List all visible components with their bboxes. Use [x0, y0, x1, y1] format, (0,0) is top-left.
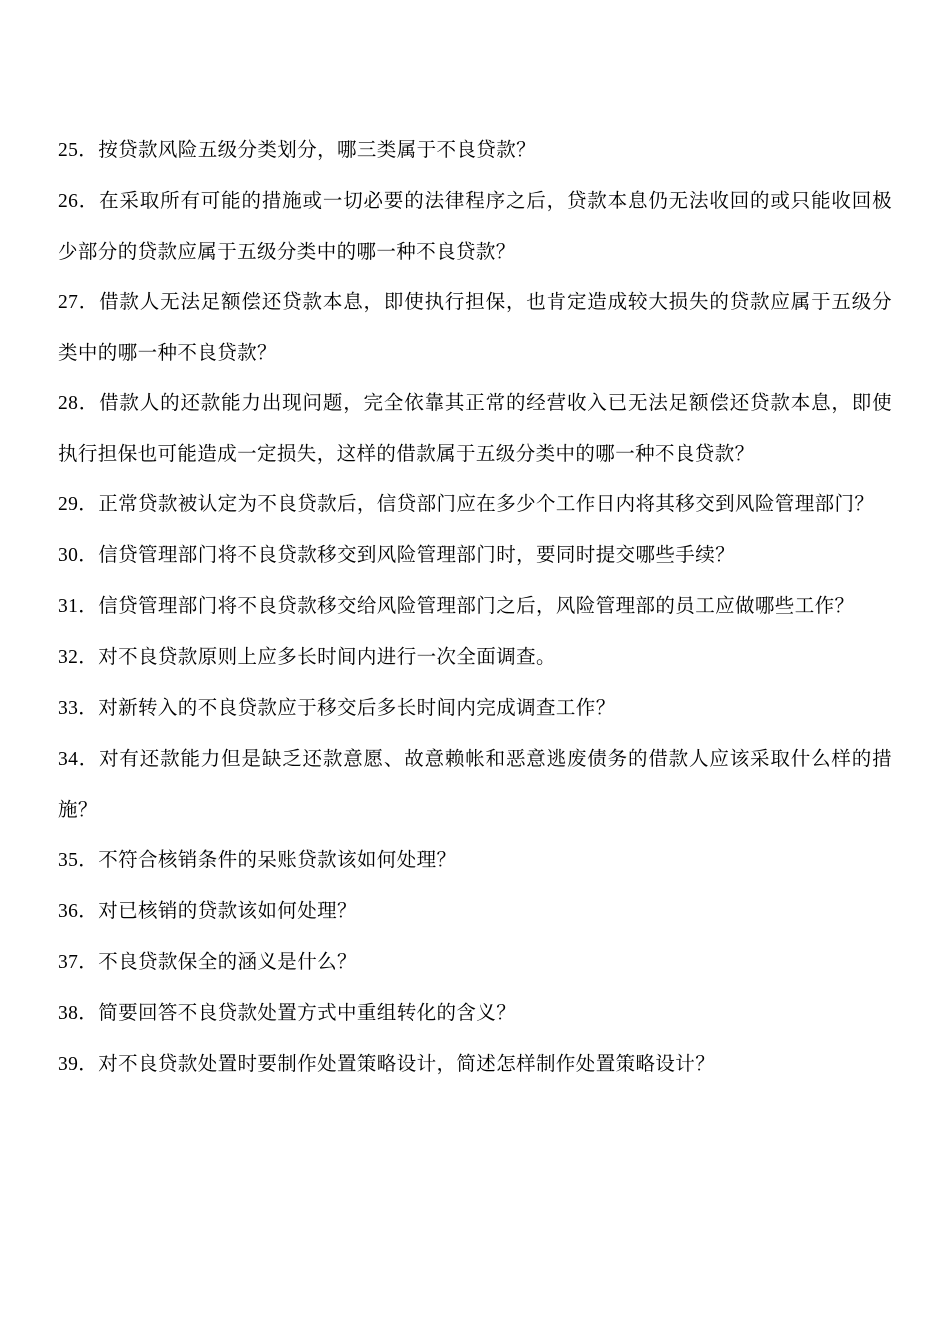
question-37 [58, 937, 892, 988]
question-text: 对有还款能力但是缺乏还款意愿、故意赖帐和恶意逃废债务的借款人应该采取什么样的措施？ [58, 747, 892, 821]
question-30 [58, 530, 892, 581]
question-number: 38． [58, 1003, 99, 1024]
question-text: 不良贷款保全的涵义是什么？ [98, 950, 357, 973]
question-number: 26． [58, 191, 100, 212]
question-26 [58, 176, 892, 277]
question-number: 37． [58, 952, 99, 973]
question-text: 对已核销的贷款该如何处理？ [98, 899, 357, 922]
question-list [58, 125, 892, 1090]
question-text: 信贷管理部门将不良贷款移交给风险管理部门之后，风险管理部的员工应做哪些工作？ [98, 594, 855, 617]
question-38 [58, 988, 892, 1039]
question-number: 32． [58, 647, 99, 668]
question-number: 29． [58, 494, 99, 515]
question-number: 31． [58, 596, 99, 617]
question-number: 34． [58, 749, 100, 770]
question-number: 30． [58, 545, 99, 566]
question-number: 36． [58, 901, 99, 922]
question-35 [58, 835, 892, 886]
question-text: 信贷管理部门将不良贷款移交到风险管理部门时，要同时提交哪些手续？ [98, 543, 736, 566]
question-39 [58, 1039, 892, 1090]
question-number: 25． [58, 140, 99, 161]
question-number: 33． [58, 698, 99, 719]
question-31 [58, 581, 892, 632]
question-text: 在采取所有可能的措施或一切必要的法律程序之后，贷款本息仍无法收回的或只能收回极少部分的贷款应属于五级分类中的哪一种不良贷款？ [58, 189, 892, 263]
question-number: 28． [58, 393, 100, 414]
question-36 [58, 886, 892, 937]
question-number: 35． [58, 850, 99, 871]
question-text: 不符合核销条件的呆账贷款该如何处理？ [98, 848, 457, 871]
question-text: 借款人无法足额偿还贷款本息，即使执行担保，也肯定造成较大损失的贷款应属于五级分类中的哪一种不良贷款？ [58, 290, 892, 364]
question-29 [58, 479, 892, 530]
question-27 [58, 277, 892, 378]
question-number: 27． [58, 292, 100, 313]
question-text: 对不良贷款处置时要制作处置策略设计，简述怎样制作处置策略设计？ [98, 1052, 716, 1075]
question-text: 对不良贷款原则上应多长时间内进行一次全面调查。 [98, 645, 556, 668]
question-32 [58, 632, 892, 683]
question-text: 按贷款风险五级分类划分，哪三类属于不良贷款？ [98, 138, 537, 161]
question-25 [58, 125, 892, 176]
question-33 [58, 683, 892, 734]
question-28 [58, 378, 892, 479]
question-text: 正常贷款被认定为不良贷款后，信贷部门应在多少个工作日内将其移交到风险管理部门？ [98, 492, 875, 515]
question-34 [58, 734, 892, 835]
question-number: 39． [58, 1054, 99, 1075]
question-text: 借款人的还款能力出现问题，完全依靠其正常的经营收入已无法足额偿还贷款本息，即使执行担保也可能造成一定损失，这样的借款属于五级分类中的哪一种不良贷款？ [58, 391, 892, 465]
question-text: 对新转入的不良贷款应于移交后多长时间内完成调查工作？ [98, 696, 616, 719]
question-text: 简要回答不良贷款处置方式中重组转化的含义？ [98, 1001, 517, 1024]
